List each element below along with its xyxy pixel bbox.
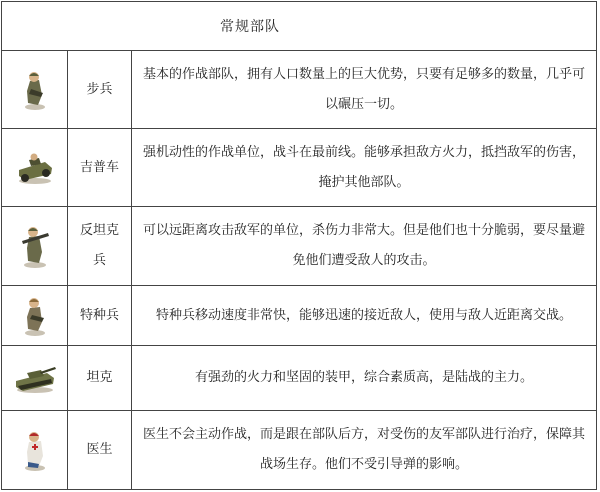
special-forces-icon: [2, 286, 68, 345]
table-header: [2, 2, 596, 51]
units-table: [1, 1, 597, 490]
unit-name: 步兵: [68, 51, 132, 128]
table-title: 常规部队: [220, 19, 280, 35]
table-row: [2, 207, 596, 286]
unit-description: 可以远距离攻击敌军的单位，杀伤力非常大。但是他们也十分脆弱，要尽量避免他们遭受敌人的攻击。: [142, 223, 585, 268]
anti-tank-soldier-icon: [2, 207, 68, 285]
medic-icon: [2, 411, 68, 489]
table-row: [2, 129, 596, 207]
table-row: [2, 286, 596, 346]
unit-description: 医生不会主动作战，而是跟在部队后方，对受伤的友军部队进行治疗，保障其战场生存。他们不受引导弹的影响。: [142, 427, 585, 472]
tank-icon: [2, 346, 68, 410]
table-row: [2, 51, 596, 129]
unit-name: 反坦克兵: [68, 207, 132, 285]
table-row: [2, 411, 596, 489]
infantry-icon: [2, 51, 68, 128]
unit-description: 强机动性的作战单位，战斗在最前线。能够承担敌方火力，抵挡敌军的伤害，掩护其他部队。: [142, 144, 585, 190]
unit-name: 医生: [68, 411, 132, 489]
unit-name: 坦克: [68, 346, 132, 410]
jeep-icon: [2, 129, 68, 206]
unit-description: 基本的作战部队，拥有人口数量上的巨大优势，只要有足够多的数量，几乎可以碾压一切。: [142, 66, 585, 112]
unit-name: 吉普车: [68, 129, 132, 206]
unit-description: 特种兵移动速度非常快，能够迅速的接近敌人，使用与敌人近距离交战。: [155, 307, 572, 323]
table-row: [2, 346, 596, 411]
unit-name: 特种兵: [68, 286, 132, 345]
unit-description: 有强劲的火力和坚固的装甲，综合素质高，是陆战的主力。: [194, 370, 533, 385]
